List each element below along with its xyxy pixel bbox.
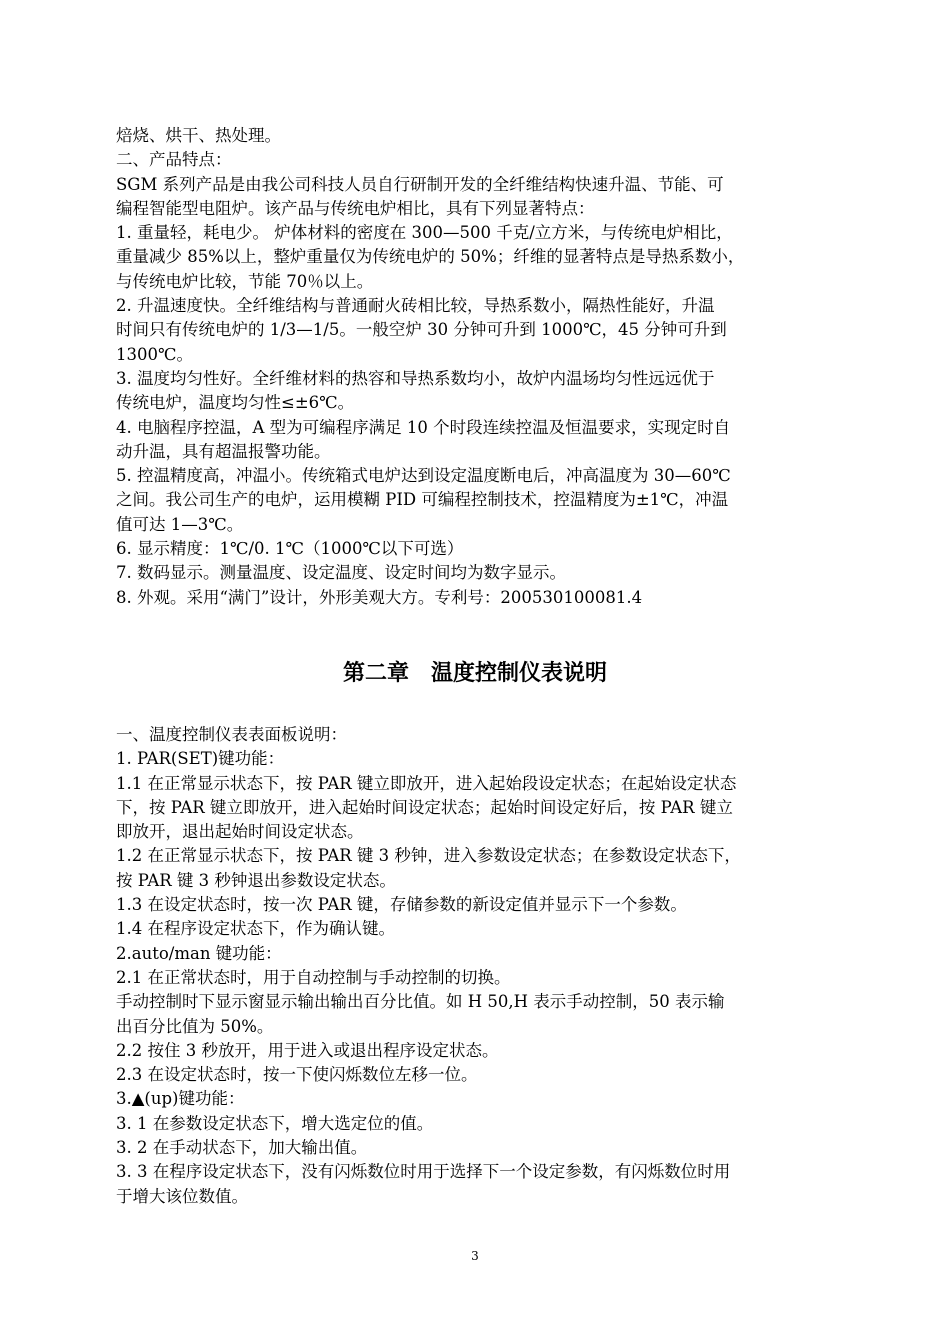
text-line: 按 PAR 键 3 秒钟退出参数设定状态。 [116, 870, 396, 890]
text-line: 手动控制时下显示窗显示输出输出百分比值。如 H 50,H 表示手动控制，50 表示输 [116, 992, 725, 1012]
text-line: 重量减少 85%以上，整炉重量仅为传统电炉的 50%；纤维的显著特点是导热系数小， [116, 247, 745, 267]
text-line: 1300℃。 [116, 344, 193, 364]
text-line: 2. 升温速度快。全纤维结构与普通耐火砖相比较，导热系数小，隔热性能好，升温 [116, 296, 715, 316]
section-controller-panel [116, 723, 828, 1209]
text-line: 传统电炉，温度均匀性≤±6℃。 [116, 393, 355, 413]
text-line: 3. 2 在手动状态下，加大输出值。 [116, 1138, 368, 1158]
text-line: 4. 电脑程序控温，A 型为可编程序满足 10 个时段连续控温及恒温要求，实现定时自 [116, 417, 731, 437]
text-line: 1.4 在程序设定状态下，作为确认键。 [116, 919, 395, 939]
text-line: 即放开，退出起始时间设定状态。 [116, 822, 364, 842]
text-line: 2.3 在设定状态时，按一下使闪烁数位左移一位。 [116, 1065, 478, 1085]
text-line: 6. 显示精度：1℃/0. 1℃（1000℃以下可选） [116, 539, 464, 559]
text-line: 3. 3 在程序设定状态下，没有闪烁数位时用于选择下一个设定参数，有闪烁数位时用 [116, 1162, 731, 1182]
text-line: 8. 外观。采用“满门”设计，外形美观大方。专利号：200530100081.4 [116, 587, 643, 607]
text-line: 与传统电炉比较，节能 70％以上。 [116, 271, 374, 291]
text-line: 1. 重量轻，耗电少。 炉体材料的密度在 300—500 千克/立方米，与传统电炉相比， [116, 223, 733, 243]
text-line: 值可达 1—3℃。 [116, 514, 244, 534]
text-line: 2.1 在正常状态时，用于自动控制与手动控制的切换。 [116, 967, 511, 987]
text-line: 动升温，具有超温报警功能。 [116, 441, 331, 461]
text-line: 5. 控温精度高，冲温小。传统箱式电炉达到设定温度断电后，冲高温度为 30—60℃ [116, 466, 731, 486]
text-line: 出百分比值为 50%。 [116, 1016, 274, 1036]
text-line: 二、产品特点： [116, 150, 232, 170]
text-line: 时间只有传统电炉的 1/3—1/5。一般空炉 30 分钟可升到 1000℃，45 分钟可升到 [116, 320, 727, 340]
text-line: 1.2 在正常显示状态下，按 PAR 键 3 秒钟，进入参数设定状态；在参数设定状态下， [116, 846, 741, 866]
section-product-features [116, 124, 828, 610]
text-line: 7. 数码显示。测量温度、设定温度、设定时间均为数字显示。 [116, 563, 566, 583]
text-line: 于增大该位数值。 [116, 1186, 248, 1206]
text-line: SGM 系列产品是由我公司科技人员自行研制开发的全纤维结构快速升温、节能、可 [116, 174, 724, 194]
text-line: 焙烧、烘干、热处理。 [116, 126, 281, 145]
text-line: 1.3 在设定状态时，按一次 PAR 键，存储参数的新设定值并显示下一个参数。 [116, 895, 687, 915]
text-line: 1.1 在正常显示状态下，按 PAR 键立即放开，进入起始段设定状态；在起始设定状态 [116, 773, 737, 793]
text-line: 2.2 按住 3 秒放开，用于进入或退出程序设定状态。 [116, 1040, 499, 1060]
text-line: 3. 1 在参数设定状态下，增大选定位的值。 [116, 1113, 434, 1133]
text-line: 3.▲(up)键功能： [116, 1089, 245, 1109]
text-line: 之间。我公司生产的电炉，运用模糊 PID 可编程控制技术，控温精度为±1℃，冲温 [116, 490, 729, 510]
text-line: 下，按 PAR 键立即放开，进入起始时间设定状态；起始时间设定好后，按 PAR 键立 [116, 797, 733, 817]
text-line: 2.auto/man 键功能： [116, 943, 282, 963]
text-line: 3. 温度均匀性好。全纤维材料的热容和导热系数均小，故炉内温场均匀性远远优于 [116, 368, 715, 388]
text-line: 编程智能型电阻炉。该产品与传统电炉相比，具有下列显著特点： [116, 198, 595, 218]
chapter-title: 第二章 温度控制仪表说明 [342, 661, 607, 686]
page-number: 3 [471, 1249, 479, 1263]
text-line: 一、温度控制仪表表面板说明： [116, 725, 347, 744]
text-line: 1. PAR(SET)键功能： [116, 749, 285, 769]
